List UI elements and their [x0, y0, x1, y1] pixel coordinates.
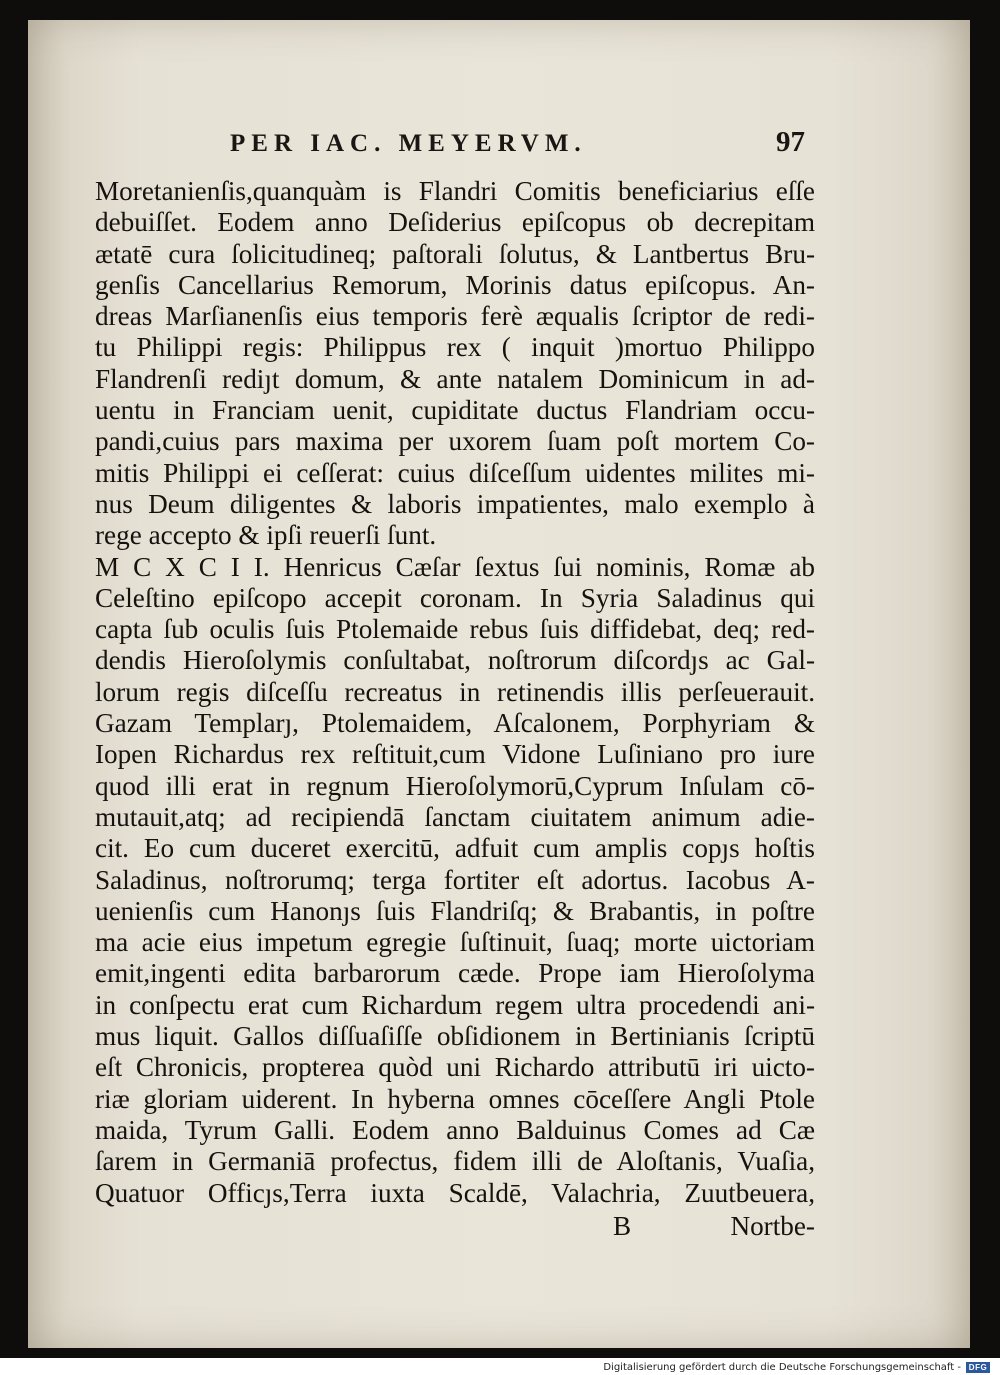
text-line: mus liquit. Gallos diſſuaſiſſe obſidionem in Bertinianis ſcriptū [95, 1021, 815, 1052]
text-line: Flandrenſi rediȷt domum, & ante natalem Dominicum in ad- [95, 363, 815, 394]
text-line: uentu in Franciam uenit, cupiditate ductus Flandriam occu- [95, 395, 815, 426]
text-line: debuiſſet. Eodem anno Deſiderius epiſcopus ob decrepitam [95, 207, 815, 238]
signature-mark: B [613, 1210, 632, 1241]
text-line: riæ gloriam uiderent. In hyberna omnes cōceſſere Angli Ptole [95, 1083, 815, 1114]
dfg-logo: DFG [966, 1362, 990, 1373]
text-line: Iopen Richardus rex reſtituit,cum Vidone Luſiniano pro iure [95, 739, 815, 770]
text-line: Saladinus, noſtrorumq; terga fortiter eſt adortus. Iacobus A- [95, 864, 815, 895]
text-line: rege accepto & ipſi reuerſi ſunt. [95, 520, 437, 551]
text-line: in conſpectu erat cum Richardum regem ultra procedendi ani- [95, 989, 815, 1020]
text-line: lorum regis diſceſſu recreatus in retinendis illis perſeuerauit. [95, 676, 815, 707]
page-footer [95, 1209, 815, 1243]
credit-text: Digitalisierung gefördert durch die Deutsche Forschungsgemeinschaft - [603, 1361, 961, 1373]
book-page [28, 20, 970, 1348]
text-line: eſt Chronicis, propterea quòd uni Richardo attributū iri uicto- [95, 1052, 815, 1083]
catchword: Nortbe- [730, 1210, 815, 1241]
text-line: mutauit,atq; ad recipiendā ſanctam ciuitatem animum adie- [95, 801, 815, 832]
running-head: PER IAC. MEYERVM. [230, 130, 587, 157]
page-header [200, 124, 805, 164]
text-line: maida, Tyrum Galli. Eodem anno Balduinus Comes ad Cæ [95, 1114, 815, 1145]
text-line: Gazam Templarȷ, Ptolemaidem, Aſcalonem, Porphyriam & [95, 708, 815, 739]
text-line: nus Deum diligentes & laboris impatientes, malo exemplo à [95, 488, 815, 519]
text-line: tu Philippi regis: Philippus rex ( inquit )mortuo Philippo [95, 332, 815, 363]
text-line: capta ſub oculis ſuis Ptolemaide rebus ſuis diffidebat, deq; red- [95, 614, 815, 645]
digitization-credit [603, 1359, 990, 1375]
text-line: cit. Eo cum duceret exercitū, adfuit cum amplis copȷs hoſtis [95, 833, 815, 864]
text-line: genſis Cancellarius Remorum, Morinis datus epiſcopus. An- [95, 269, 815, 300]
text-line: ætatē cura ſolicitudineq; paſtorali ſolutus, & Lantbertus Bru- [95, 238, 815, 269]
body-text [95, 176, 815, 1243]
text-line: Quatuor Officȷs,Terra iuxta Scaldē, Valachria, Zuutbeuera, [95, 1177, 815, 1208]
text-line: M C X C I I. Henricus Cæſar ſextus ſui nominis, Romæ ab [95, 551, 815, 582]
text-line: mitis Philippi ei ceſſerat: cuius diſceſſum uidentes milites mi- [95, 457, 815, 488]
text-line: emit,ingenti edita barbarorum cæde. Prope iam Hieroſolyma [95, 958, 815, 989]
page-number: 97 [776, 126, 805, 158]
text-line: quod illi erat in regnum Hieroſolymorū,Cyprum Inſulam cō- [95, 770, 815, 801]
text-line: ſarem in Germaniā profectus, fidem illi de Aloſtanis, Vuaſia, [95, 1146, 815, 1177]
text-line: uenienſis cum Hanonȷs ſuis Flandriſq; & Brabantis, in poſtre [95, 895, 815, 926]
text-line: dendis Hieroſolymis conſultabat, noſtrorum diſcordȷs ac Gal- [95, 645, 815, 676]
text-line: pandi,cuius pars maxima per uxorem ſuam poſt mortem Co- [95, 426, 815, 457]
text-line: Moretanienſis,quanquàm is Flandri Comitis beneficiarius eſſe [95, 176, 815, 206]
text-line: ma acie eius impetum egregie ſuſtinuit, ſuaq; morte uictoriam [95, 927, 815, 958]
text-line: Celeſtino epiſcopo accepit coronam. In Syria Saladinus qui [95, 582, 815, 613]
text-line: dreas Marſianenſis eius temporis ferè æqualis ſcriptor de redi- [95, 301, 815, 332]
